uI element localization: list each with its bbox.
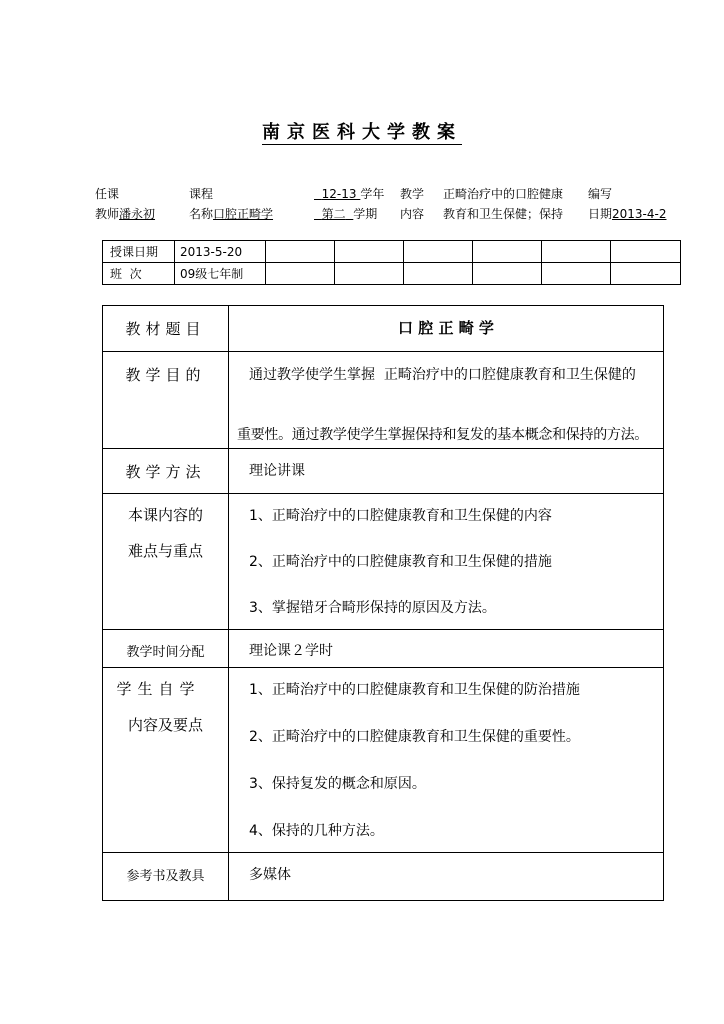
textbook-topic-value: 口 腔 正 畸 学	[229, 306, 664, 352]
table-row	[103, 668, 664, 853]
teaching-method-label: 教学方法	[103, 449, 229, 494]
academic-term: 12-13 学年 第二 学期	[314, 187, 384, 221]
empty-cell	[542, 263, 611, 285]
self-study-label: 学生自学 内容及要点	[103, 668, 229, 853]
course-name: 口腔正畸学	[213, 207, 274, 221]
textbook-topic-label: 教材题目	[103, 306, 229, 352]
table-row	[103, 449, 664, 494]
empty-cell	[473, 241, 542, 263]
teaching-objective-label: 教学目的	[103, 352, 229, 449]
teacher-name: 潘永初	[119, 207, 156, 221]
page-title: 南京医科大学教案	[262, 122, 462, 143]
date-label: 授课日期	[103, 241, 175, 263]
academic-year: 12-13	[321, 187, 357, 201]
empty-cell	[335, 241, 404, 263]
schedule-date-row	[103, 241, 681, 263]
empty-cell	[335, 263, 404, 285]
references-content: 多媒体	[229, 853, 664, 901]
content-value: 正畸治疗中的口腔健康 教育和卫生保健；保持	[443, 187, 564, 221]
empty-cell	[404, 241, 473, 263]
time-allocation-content: 理论课２学时	[229, 630, 664, 668]
schedule-table	[102, 240, 681, 285]
lesson-plan-table	[102, 305, 664, 901]
self-study-content: 1、正畸治疗中的口腔健康教育和卫生保健的防治措施 2、正畸治疗中的口腔健康教育和卫生保健的重要性。 3、保持复发的概念和原因。 4、保持的几种方法。	[229, 668, 664, 853]
empty-cell	[473, 263, 542, 285]
empty-cell	[266, 263, 335, 285]
teaching-objective-content: 通过教学使学生掌握 正畸治疗中的口腔健康教育和卫生保健的 重要性。通过教学使学生掌握保持和复发的基本概念和保持的方法。	[229, 352, 664, 449]
compile-date: 编写 日期2013-4-2	[588, 187, 667, 221]
date-value: 2013-5-20	[175, 241, 266, 263]
time-allocation-label: 教学时间分配	[103, 630, 229, 668]
class-label: 班 次	[103, 263, 175, 285]
table-row	[103, 494, 664, 630]
class-value: 09级七年制	[175, 263, 266, 285]
key-points-label: 本课内容的 难点与重点	[103, 494, 229, 630]
semester: 第二	[321, 207, 346, 221]
course-label: 课程 名称口腔正畸学	[189, 187, 274, 221]
empty-cell	[266, 241, 335, 263]
table-row	[103, 306, 664, 352]
key-points-content: 1、正畸治疗中的口腔健康教育和卫生保健的内容 2、正畸治疗中的口腔健康教育和卫生保健的措施 3、掌握错牙合畸形保持的原因及方法。	[229, 494, 664, 630]
table-row	[103, 853, 664, 901]
content-label: 教学 内容	[400, 187, 425, 221]
teacher-label: 任课 教师潘永初	[95, 187, 156, 221]
compile-date-value: 2013-4-2	[612, 207, 667, 221]
empty-cell	[404, 263, 473, 285]
empty-cell	[542, 241, 611, 263]
schedule-class-row	[103, 263, 681, 285]
table-row	[103, 352, 664, 449]
teaching-method-content: 理论讲课	[229, 449, 664, 494]
references-label: 参考书及教具	[103, 853, 229, 901]
table-row	[103, 630, 664, 668]
empty-cell	[611, 241, 681, 263]
empty-cell	[611, 263, 681, 285]
